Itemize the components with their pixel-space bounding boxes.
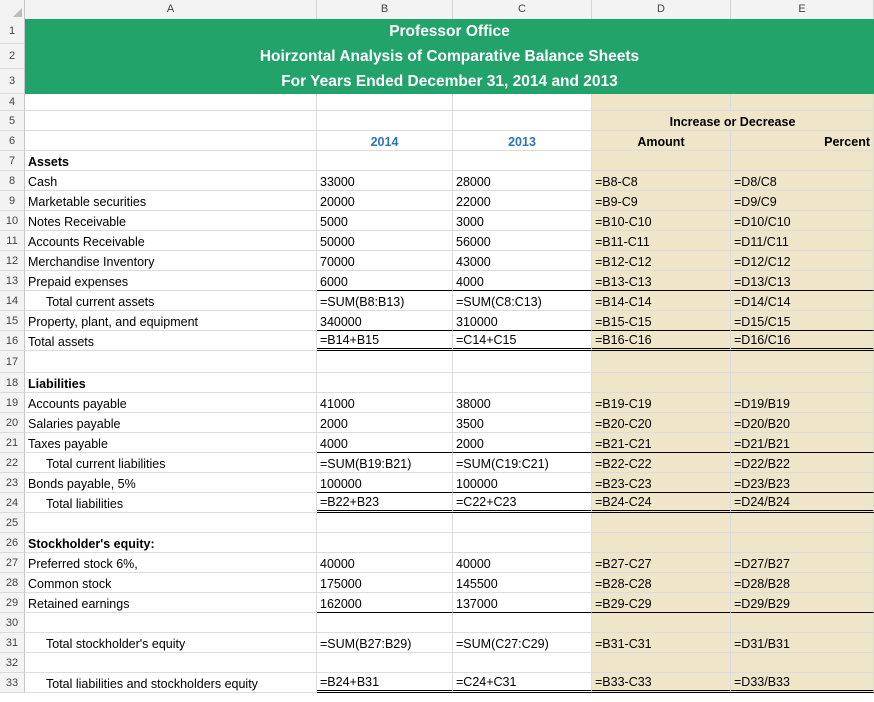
- cell-blank[interactable]: [25, 94, 317, 111]
- sheet-row: [0, 211, 874, 231]
- sheet-row: [0, 413, 874, 433]
- cell-blank[interactable]: [317, 513, 453, 533]
- value-cell-e[interactable]: =D8/C8: [731, 171, 874, 191]
- value-cell-d[interactable]: =B27-C27: [592, 553, 731, 573]
- value-cell-c[interactable]: 38000: [453, 393, 592, 413]
- value-cell-c[interactable]: 40000: [453, 553, 592, 573]
- value-cell-e[interactable]: =D27/B27: [731, 553, 874, 573]
- column-header-e[interactable]: E: [731, 0, 874, 19]
- cell-blank[interactable]: [453, 94, 592, 111]
- row-header[interactable]: 10: [0, 211, 25, 231]
- value-cell-b[interactable]: =B24+B31: [317, 673, 453, 693]
- sheet-row: [0, 553, 874, 573]
- value-cell-b[interactable]: 40000: [317, 553, 453, 573]
- value-cell-e[interactable]: =D31/B31: [731, 633, 874, 653]
- value-cell-e[interactable]: =D15/C15: [731, 311, 874, 331]
- cell-blank[interactable]: [592, 533, 731, 553]
- value-cell-b[interactable]: 2000: [317, 413, 453, 433]
- value-cell-c[interactable]: =C22+C23: [453, 493, 592, 513]
- cell-blank[interactable]: [25, 613, 317, 633]
- value-cell-c[interactable]: =SUM(C19:C21): [453, 453, 592, 473]
- cell-blank[interactable]: [731, 94, 874, 111]
- row-label[interactable]: Taxes payable: [25, 433, 317, 453]
- value-cell-d[interactable]: =B13-C13: [592, 271, 731, 291]
- cell-blank[interactable]: [592, 351, 731, 373]
- row-header[interactable]: 13: [0, 271, 25, 291]
- cell-blank[interactable]: [453, 513, 592, 533]
- row-header[interactable]: 16: [0, 331, 25, 351]
- value-cell-c[interactable]: 3000: [453, 211, 592, 231]
- value-cell-e[interactable]: =D21/B21: [731, 433, 874, 453]
- value-cell-b[interactable]: 20000: [317, 191, 453, 211]
- value-cell-d[interactable]: =B22-C22: [592, 453, 731, 473]
- cell-blank[interactable]: [592, 373, 731, 393]
- column-header-c[interactable]: C: [453, 0, 592, 19]
- cell-blank[interactable]: [453, 151, 592, 171]
- row-header[interactable]: 30: [0, 613, 25, 633]
- sheet-row: [0, 433, 874, 453]
- sheet-row: [0, 473, 874, 493]
- sheet-row: [0, 231, 874, 251]
- cell-blank[interactable]: [592, 653, 731, 673]
- row-label[interactable]: Total current liabilities: [25, 453, 317, 473]
- sheet-row: [0, 373, 874, 393]
- value-cell-b[interactable]: =SUM(B8:B13): [317, 291, 453, 311]
- value-cell-e[interactable]: =D24/B24: [731, 493, 874, 513]
- value-cell-b[interactable]: 50000: [317, 231, 453, 251]
- cell-blank[interactable]: [592, 613, 731, 633]
- cell-blank[interactable]: [453, 653, 592, 673]
- value-cell-d[interactable]: =B20-C20: [592, 413, 731, 433]
- value-cell-b[interactable]: 33000: [317, 171, 453, 191]
- cell-blank[interactable]: [317, 351, 453, 373]
- row-header[interactable]: 1: [0, 19, 25, 44]
- value-cell-e[interactable]: =D16/C16: [731, 331, 874, 351]
- row-header[interactable]: 17: [0, 351, 25, 373]
- value-cell-b[interactable]: 70000: [317, 251, 453, 271]
- value-cell-b[interactable]: =B22+B23: [317, 493, 453, 513]
- sheet-row: [0, 351, 874, 373]
- row-header[interactable]: 7: [0, 151, 25, 171]
- cell-blank[interactable]: [731, 151, 874, 171]
- value-cell-c[interactable]: =SUM(C27:C29): [453, 633, 592, 653]
- value-cell-c[interactable]: 100000: [453, 473, 592, 493]
- value-cell-b[interactable]: 340000: [317, 311, 453, 331]
- cell-blank[interactable]: [731, 513, 874, 533]
- sheet-row: [0, 94, 874, 111]
- row-header[interactable]: 12: [0, 251, 25, 271]
- cell-blank[interactable]: [25, 653, 317, 673]
- row-header[interactable]: 23: [0, 473, 25, 493]
- value-cell-e[interactable]: =D13/C13: [731, 271, 874, 291]
- row-label[interactable]: Total liabilities and stockholders equity: [25, 673, 317, 693]
- value-cell-d[interactable]: =B16-C16: [592, 331, 731, 351]
- row-label[interactable]: Total stockholder's equity: [25, 633, 317, 653]
- value-cell-c[interactable]: =C14+C15: [453, 331, 592, 351]
- value-cell-b[interactable]: =SUM(B19:B21): [317, 453, 453, 473]
- value-cell-d[interactable]: =B14-C14: [592, 291, 731, 311]
- row-header[interactable]: 6: [0, 131, 25, 151]
- row-header[interactable]: 18: [0, 373, 25, 393]
- value-cell-d[interactable]: =B28-C28: [592, 573, 731, 593]
- value-cell-e[interactable]: =D11/C11: [731, 231, 874, 251]
- value-cell-e[interactable]: =D23/B23: [731, 473, 874, 493]
- title-line2: Hoirzontal Analysis of Comparative Balance Sheets: [259, 48, 640, 65]
- row-header[interactable]: 22: [0, 453, 25, 473]
- cell-blank[interactable]: [731, 613, 874, 633]
- value-cell-d[interactable]: =B9-C9: [592, 191, 731, 211]
- value-cell-d[interactable]: =B31-C31: [592, 633, 731, 653]
- value-cell-d[interactable]: =B29-C29: [592, 593, 731, 613]
- cell-blank[interactable]: [731, 653, 874, 673]
- row-label[interactable]: Total assets: [25, 331, 317, 351]
- sheet-row: [0, 653, 874, 673]
- value-cell-c[interactable]: 4000: [453, 271, 592, 291]
- value-cell-d[interactable]: =B33-C33: [592, 673, 731, 693]
- sheet-row: [0, 633, 874, 653]
- row-header[interactable]: 31: [0, 633, 25, 653]
- row-header[interactable]: 27: [0, 553, 25, 573]
- column-header-bar: [0, 0, 874, 20]
- value-cell-d[interactable]: =B11-C11: [592, 231, 731, 251]
- cell-blank[interactable]: [731, 373, 874, 393]
- row-label[interactable]: Notes Receivable: [25, 211, 317, 231]
- row-header[interactable]: 9: [0, 191, 25, 211]
- row-label[interactable]: Total current assets: [25, 291, 317, 311]
- value-cell-d[interactable]: =B23-C23: [592, 473, 731, 493]
- value-cell-e[interactable]: =D19/B19: [731, 393, 874, 413]
- cell-blank[interactable]: [453, 613, 592, 633]
- cell-blank[interactable]: [731, 351, 874, 373]
- cell-blank[interactable]: [317, 653, 453, 673]
- row-header[interactable]: 32: [0, 653, 25, 673]
- sheet-row: [0, 331, 874, 351]
- row-header[interactable]: 4: [0, 94, 25, 111]
- sheet-row: [0, 393, 874, 413]
- row-label[interactable]: Stockholder's equity:: [25, 533, 317, 553]
- sheet-row: [0, 291, 874, 311]
- row-label[interactable]: Accounts payable: [25, 393, 317, 413]
- sheet-row: [0, 533, 874, 553]
- cell-blank[interactable]: [25, 111, 317, 131]
- cell-blank[interactable]: [453, 533, 592, 553]
- value-cell-e[interactable]: =D10/C10: [731, 211, 874, 231]
- value-cell-c[interactable]: 3500: [453, 413, 592, 433]
- row-label[interactable]: Merchandise Inventory: [25, 251, 317, 271]
- column-header-a[interactable]: A: [25, 0, 317, 19]
- value-cell-b[interactable]: 41000: [317, 393, 453, 413]
- sheet-row: [0, 311, 874, 331]
- row-header[interactable]: 15: [0, 311, 25, 331]
- row-header[interactable]: 33: [0, 673, 25, 693]
- value-cell-c[interactable]: 310000: [453, 311, 592, 331]
- cell-blank[interactable]: [317, 533, 453, 553]
- cell-blank[interactable]: [731, 533, 874, 553]
- cell-blank[interactable]: [592, 94, 731, 111]
- sheet-row: [0, 493, 874, 513]
- row-header[interactable]: 24: [0, 493, 25, 513]
- sheet-row: [0, 453, 874, 473]
- row-label[interactable]: Bonds payable, 5%: [25, 473, 317, 493]
- sheet-row: [0, 593, 874, 613]
- row-label[interactable]: Salaries payable: [25, 413, 317, 433]
- value-cell-d[interactable]: =B10-C10: [592, 211, 731, 231]
- row-label[interactable]: Retained earnings: [25, 593, 317, 613]
- title-line1: Professor Office: [389, 23, 510, 40]
- row-header[interactable]: 29: [0, 593, 25, 613]
- value-cell-b[interactable]: 5000: [317, 211, 453, 231]
- row-header[interactable]: 20: [0, 413, 25, 433]
- value-cell-c[interactable]: =SUM(C8:C13): [453, 291, 592, 311]
- row-header[interactable]: 25: [0, 513, 25, 533]
- value-cell-c[interactable]: 28000: [453, 171, 592, 191]
- row-header[interactable]: 11: [0, 231, 25, 251]
- row-header[interactable]: 8: [0, 171, 25, 191]
- value-cell-c[interactable]: 22000: [453, 191, 592, 211]
- cell-blank[interactable]: [453, 111, 592, 131]
- value-cell-b[interactable]: =B14+B15: [317, 331, 453, 351]
- cell-blank[interactable]: [453, 351, 592, 373]
- value-cell-b[interactable]: 100000: [317, 473, 453, 493]
- row-label[interactable]: Marketable securities: [25, 191, 317, 211]
- increase-decrease-header[interactable]: Increase or Decrease: [592, 111, 874, 131]
- row-header[interactable]: 14: [0, 291, 25, 311]
- row-label[interactable]: Liabilities: [25, 373, 317, 393]
- row-label[interactable]: Cash: [25, 171, 317, 191]
- sheet-row: [0, 573, 874, 593]
- value-cell-c[interactable]: =C24+C31: [453, 673, 592, 693]
- value-cell-b[interactable]: =SUM(B27:B29): [317, 633, 453, 653]
- row-header[interactable]: 28: [0, 573, 25, 593]
- row-label[interactable]: Prepaid expenses: [25, 271, 317, 291]
- value-cell-d[interactable]: =B19-C19: [592, 393, 731, 413]
- value-cell-e[interactable]: =D14/C14: [731, 291, 874, 311]
- row-label[interactable]: Common stock: [25, 573, 317, 593]
- sheet-row: [0, 191, 874, 211]
- value-cell-b[interactable]: 4000: [317, 433, 453, 453]
- value-cell-e[interactable]: =D9/C9: [731, 191, 874, 211]
- cell-blank[interactable]: [453, 373, 592, 393]
- value-cell-e[interactable]: =D29/B29: [731, 593, 874, 613]
- row-header[interactable]: 5: [0, 111, 25, 131]
- column-header-b[interactable]: B: [317, 0, 453, 19]
- sheet-row: [0, 151, 874, 171]
- row-label[interactable]: Preferred stock 6%,: [25, 553, 317, 573]
- cell-blank[interactable]: [592, 513, 731, 533]
- percent-header[interactable]: Percent: [731, 131, 874, 151]
- sheet-row: [0, 513, 874, 533]
- value-cell-b[interactable]: 162000: [317, 593, 453, 613]
- row-label[interactable]: Assets: [25, 151, 317, 171]
- sheet-row: [0, 111, 874, 131]
- title-line3: For Years Ended December 31, 2014 and 2013: [281, 73, 618, 90]
- row-label[interactable]: Property, plant, and equipment: [25, 311, 317, 331]
- value-cell-d[interactable]: =B8-C8: [592, 171, 731, 191]
- cell-blank[interactable]: [592, 151, 731, 171]
- row-label[interactable]: Accounts Receivable: [25, 231, 317, 251]
- value-cell-d[interactable]: =B21-C21: [592, 433, 731, 453]
- row-header[interactable]: 19: [0, 393, 25, 413]
- sheet-row: [0, 171, 874, 191]
- value-cell-d[interactable]: =B15-C15: [592, 311, 731, 331]
- cell-blank[interactable]: [25, 513, 317, 533]
- row-label[interactable]: Total liabilities: [25, 493, 317, 513]
- value-cell-d[interactable]: =B12-C12: [592, 251, 731, 271]
- value-cell-e[interactable]: =D28/B28: [731, 573, 874, 593]
- year-2014-header[interactable]: 2014: [317, 131, 453, 151]
- row-header[interactable]: 26: [0, 533, 25, 553]
- value-cell-c[interactable]: 2000: [453, 433, 592, 453]
- column-header-d[interactable]: D: [592, 0, 731, 19]
- value-cell-e[interactable]: =D20/B20: [731, 413, 874, 433]
- cell-blank[interactable]: [25, 351, 317, 373]
- cell-blank[interactable]: [317, 111, 453, 131]
- cell-blank[interactable]: [25, 131, 317, 151]
- year-2013-header[interactable]: 2013: [453, 131, 592, 151]
- amount-header[interactable]: Amount: [592, 131, 731, 151]
- row-header[interactable]: 3: [0, 69, 25, 94]
- row-header[interactable]: 2: [0, 44, 25, 69]
- value-cell-b[interactable]: 6000: [317, 271, 453, 291]
- value-cell-d[interactable]: =B24-C24: [592, 493, 731, 513]
- sheet-row: [0, 131, 874, 151]
- sheet-row: [0, 251, 874, 271]
- cell-blank[interactable]: [317, 373, 453, 393]
- value-cell-e[interactable]: =D22/B22: [731, 453, 874, 473]
- value-cell-c[interactable]: 145500: [453, 573, 592, 593]
- value-cell-c[interactable]: 56000: [453, 231, 592, 251]
- sheet-row: [0, 271, 874, 291]
- value-cell-e[interactable]: =D33/B33: [731, 673, 874, 693]
- cell-blank[interactable]: [317, 151, 453, 171]
- row-header[interactable]: 21: [0, 433, 25, 453]
- cell-blank[interactable]: [317, 613, 453, 633]
- value-cell-e[interactable]: =D12/C12: [731, 251, 874, 271]
- value-cell-c[interactable]: 137000: [453, 593, 592, 613]
- value-cell-b[interactable]: 175000: [317, 573, 453, 593]
- select-all-corner[interactable]: [0, 0, 25, 19]
- sheet-row: [0, 613, 874, 633]
- value-cell-c[interactable]: 43000: [453, 251, 592, 271]
- title-banner: [25, 19, 874, 94]
- sheet-row: [0, 673, 874, 693]
- cell-blank[interactable]: [317, 94, 453, 111]
